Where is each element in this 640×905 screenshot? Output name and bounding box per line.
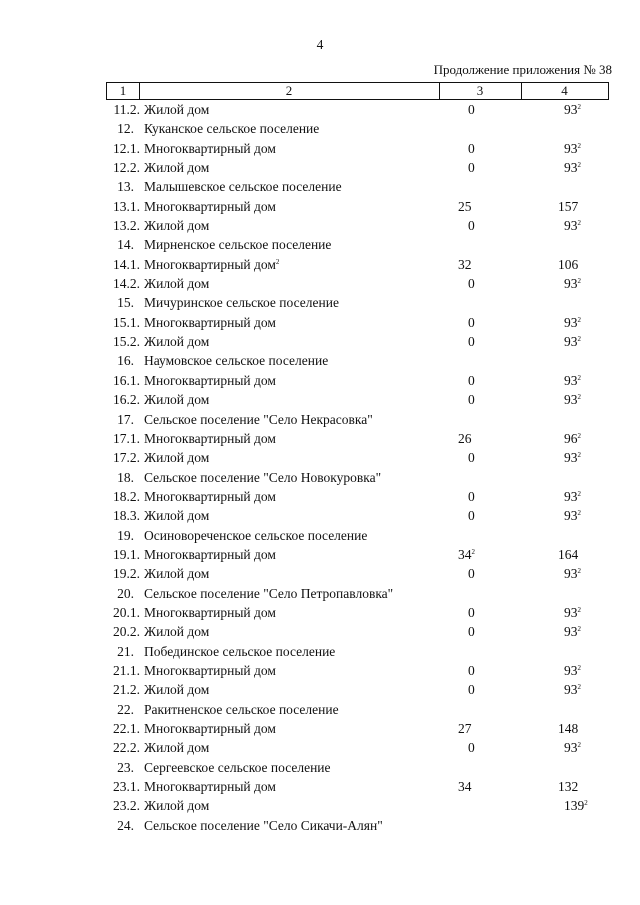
col-4-value	[564, 506, 624, 525]
col-3-text: 32	[458, 256, 472, 272]
row-name-text: Многоквартирный дом	[144, 546, 276, 562]
table-row	[106, 545, 609, 564]
row-number: 17.2.	[113, 450, 140, 466]
table-row	[106, 564, 609, 583]
col-4-text: 93	[564, 450, 578, 466]
col-4-text: 132	[558, 779, 579, 795]
row-name-text: Многоквартирный дом	[144, 721, 276, 736]
footnote-marker: 2	[577, 741, 581, 750]
col-4-text: 93	[564, 604, 578, 620]
footnote-marker: 2	[577, 509, 581, 518]
col-3-text: 34	[458, 779, 472, 795]
row-name	[144, 487, 276, 506]
col-4-text: 93	[564, 488, 578, 504]
row-name	[144, 564, 209, 583]
row-number: 23.2.	[113, 798, 140, 814]
header-col-3: 3	[439, 83, 522, 99]
row-name-text: Побединское сельское поселение	[144, 643, 336, 659]
row-name-text: Многоквартирный дом	[144, 140, 276, 156]
col-3-text: 0	[468, 508, 475, 524]
col-3-text: 0	[468, 624, 475, 640]
col-3-text: 26	[458, 430, 472, 446]
row-name-text: Осиновореченское сельское поселение	[144, 527, 368, 543]
row-name	[144, 603, 276, 622]
col-4-text: 157	[558, 198, 579, 214]
col-3-value	[468, 371, 528, 390]
col-3-value	[458, 545, 518, 564]
footnote-marker: 2	[577, 683, 581, 692]
footnote-marker: 2	[275, 257, 280, 266]
col-3-value	[468, 680, 528, 699]
col-4-text: 106	[558, 256, 579, 272]
footnote-marker: 2	[577, 161, 581, 170]
row-number: 16.2.	[113, 392, 140, 408]
row-name-text: Сергеевское сельское поселение	[144, 759, 331, 775]
row-name-text: Многоквартирный дом	[144, 198, 276, 214]
table-row	[106, 371, 609, 390]
col-3-text: 0	[468, 102, 475, 117]
col-3-value	[468, 216, 528, 235]
col-3-text: 0	[468, 314, 475, 330]
section-row	[106, 700, 609, 719]
row-name-text: Мирненское сельское поселение	[144, 237, 332, 253]
row-name	[144, 332, 209, 351]
table-body	[106, 100, 609, 835]
col-3-value	[458, 197, 518, 216]
row-name-text: Многоквартирный дом	[144, 662, 276, 678]
table-row	[106, 274, 609, 293]
col-4-value	[558, 719, 618, 738]
row-name-text: Многоквартирный дом	[144, 314, 276, 330]
row-name	[144, 351, 328, 370]
row-name	[144, 410, 373, 429]
appendix-continuation-note: Продолжение приложения № 38	[433, 62, 612, 77]
footnote-marker: 2	[577, 431, 581, 440]
col-3-text: 0	[468, 662, 475, 678]
footnote-marker: 2	[577, 663, 581, 672]
col-3-text: 0	[468, 566, 475, 582]
row-number: 21.1.	[113, 662, 140, 678]
footnote-marker: 2	[577, 451, 581, 460]
row-name-text: Жилой дом	[144, 334, 210, 350]
row-name	[144, 429, 276, 448]
row-name	[144, 719, 276, 738]
col-4-text: 93	[564, 372, 578, 388]
section-row	[106, 351, 609, 370]
row-name	[144, 816, 383, 835]
row-name	[144, 100, 209, 119]
col-4-text: 93	[564, 392, 578, 408]
col-3-value	[468, 738, 528, 757]
col-3-value	[458, 255, 518, 274]
table-header-row	[106, 82, 609, 100]
row-name-text: Сельское поселение "Село Некрасовка"	[144, 411, 373, 427]
row-name-text: Жилой дом	[144, 450, 210, 466]
col-3-text: 0	[468, 740, 475, 756]
row-name	[144, 255, 279, 274]
row-number: 23.	[117, 759, 134, 775]
row-number: 19.2.	[113, 566, 140, 582]
row-number: 12.2.	[113, 160, 140, 176]
section-row	[106, 293, 609, 312]
table-row	[106, 603, 609, 622]
col-4-text: 93	[564, 160, 578, 176]
col-4-value	[564, 738, 624, 757]
row-number: 18.3.	[113, 508, 140, 524]
col-4-value	[564, 796, 624, 815]
row-name-text: Ракитненское сельское поселение	[144, 701, 339, 717]
col-3-text: 0	[468, 392, 475, 408]
row-name-text: Жилой дом	[144, 740, 210, 756]
row-name-text: Сельское поселение "Село Петропавловка"	[144, 585, 394, 601]
section-row	[106, 235, 609, 254]
section-row	[106, 526, 609, 545]
row-name-text: Наумовское сельское поселение	[144, 353, 329, 369]
col-3-text: 34	[458, 546, 472, 562]
col-3-text: 0	[468, 140, 475, 156]
row-name	[144, 796, 209, 815]
col-4-text: 93	[564, 508, 578, 524]
col-3-value	[468, 100, 528, 119]
section-row	[106, 758, 609, 777]
row-name-text: Жилой дом	[144, 392, 210, 408]
table-row	[106, 448, 609, 467]
col-4-value	[564, 216, 624, 235]
col-4-text: 139	[564, 798, 585, 814]
col-4-text: 93	[564, 682, 578, 698]
row-name	[144, 545, 276, 564]
row-name	[144, 680, 209, 699]
row-number: 15.2.	[113, 334, 140, 350]
col-4-text: 93	[564, 218, 578, 234]
col-4-value	[564, 603, 624, 622]
col-4-value	[564, 158, 624, 177]
table-row	[106, 139, 609, 158]
col-3-text: 0	[468, 218, 475, 234]
row-number: 15.1.	[113, 314, 140, 330]
row-name-text: Многоквартирный дом	[144, 488, 276, 504]
col-4-text: 93	[564, 662, 578, 678]
col-3-text: 0	[468, 604, 475, 620]
col-3-value	[468, 158, 528, 177]
col-4-text: 148	[558, 721, 579, 736]
col-3-text: 0	[468, 372, 475, 388]
row-name	[144, 622, 209, 641]
col-4-value	[564, 100, 624, 119]
row-name	[144, 139, 276, 158]
col-4-text: 93	[564, 740, 578, 756]
row-name	[144, 390, 209, 409]
row-name-text: Жилой дом	[144, 508, 210, 524]
col-4-value	[564, 487, 624, 506]
row-number: 21.2.	[113, 682, 140, 698]
row-number: 18.2.	[113, 488, 140, 504]
header-col-1: 1	[107, 83, 140, 99]
footnote-marker: 2	[577, 605, 581, 614]
footnote-marker: 2	[584, 799, 588, 808]
row-name-text: Жилой дом	[144, 160, 210, 176]
row-name-text: Многоквартирный дом	[144, 430, 276, 446]
section-row	[106, 119, 609, 138]
row-name	[144, 777, 276, 796]
row-name-text: Жилой дом	[144, 102, 210, 117]
table-row	[106, 158, 609, 177]
section-row	[106, 177, 609, 196]
row-number: 14.	[117, 237, 134, 253]
table-row	[106, 332, 609, 351]
data-table	[106, 82, 609, 835]
row-name	[144, 642, 335, 661]
col-4-value	[558, 255, 618, 274]
row-name	[144, 235, 331, 254]
row-name-text: Сельское поселение "Село Сикачи-Алян"	[144, 817, 383, 833]
row-name-text: Многоквартирный дом	[144, 779, 276, 795]
footnote-marker: 2	[577, 489, 581, 498]
table-row	[106, 506, 609, 525]
col-4-value	[564, 448, 624, 467]
col-4-value	[564, 313, 624, 332]
col-4-text: 93	[564, 334, 578, 350]
row-number: 13.	[117, 179, 134, 195]
col-3-text: 0	[468, 160, 475, 176]
row-number: 16.1.	[113, 372, 140, 388]
col-4-text: 93	[564, 566, 578, 582]
col-4-value	[558, 197, 618, 216]
footnote-marker: 2	[577, 567, 581, 576]
row-name	[144, 274, 209, 293]
col-3-text: 25	[458, 198, 472, 214]
row-number: 13.1.	[113, 198, 140, 214]
table-row	[106, 216, 609, 235]
row-number: 20.2.	[113, 624, 140, 640]
header-col-4: 4	[561, 83, 568, 98]
row-name-text: Сельское поселение "Село Новокуровка"	[144, 469, 382, 485]
table-row	[106, 680, 609, 699]
section-row	[106, 468, 609, 487]
row-name	[144, 448, 209, 467]
row-name	[144, 758, 331, 777]
col-3-value	[468, 564, 528, 583]
col-3-text: 0	[468, 334, 475, 350]
row-name-text: Жилой дом	[144, 682, 210, 698]
header-col-2: 2	[139, 83, 440, 99]
row-number: 20.1.	[113, 604, 140, 620]
row-number: 12.1.	[113, 140, 140, 156]
col-4-value	[564, 661, 624, 680]
col-4-text: 93	[564, 102, 578, 117]
col-4-value	[564, 429, 624, 448]
col-3-value	[458, 777, 518, 796]
col-4-text: 164	[558, 546, 579, 562]
row-number: 22.2.	[113, 740, 140, 756]
row-name	[144, 177, 342, 196]
col-4-text: 93	[564, 624, 578, 640]
footnote-marker: 2	[577, 393, 581, 402]
row-name	[144, 293, 339, 312]
col-4-value	[564, 332, 624, 351]
col-4-value	[558, 545, 618, 564]
row-name	[144, 371, 276, 390]
table-row	[106, 487, 609, 506]
table-row	[106, 100, 609, 119]
footnote-marker: 2	[577, 219, 581, 228]
page-number: 4	[316, 37, 324, 52]
row-number: 16.	[117, 353, 134, 369]
row-name-text: Жилой дом	[144, 624, 210, 640]
row-name	[144, 468, 381, 487]
row-name	[144, 506, 209, 525]
col-4-text: 96	[564, 430, 578, 446]
footnote-marker: 2	[577, 335, 581, 344]
row-name	[144, 158, 209, 177]
col-4-value	[564, 371, 624, 390]
table-row	[106, 738, 609, 757]
row-name-text: Жилой дом	[144, 566, 210, 582]
row-name	[144, 661, 276, 680]
table-row	[106, 429, 609, 448]
col-3-value	[468, 603, 528, 622]
col-4-text: 93	[564, 314, 578, 330]
row-number: 21.	[117, 643, 134, 659]
col-3-value	[468, 139, 528, 158]
row-name-text: Многоквартирный дом	[144, 372, 276, 388]
footnote-marker: 2	[577, 103, 581, 111]
table-row	[106, 390, 609, 409]
table-row	[106, 313, 609, 332]
row-number: 17.1.	[113, 430, 140, 446]
col-3-text: 0	[468, 276, 475, 292]
col-3-value	[458, 429, 518, 448]
row-number: 14.1.	[113, 256, 140, 272]
col-3-value	[468, 274, 528, 293]
table-row	[106, 661, 609, 680]
footnote-marker: 2	[577, 315, 581, 324]
row-name-text: Многоквартирный дом	[144, 256, 276, 272]
row-number: 15.	[117, 295, 134, 311]
footnote-marker: 2	[577, 625, 581, 634]
row-name-text: Малышевское сельское поселение	[144, 179, 342, 195]
table-row	[106, 777, 609, 796]
col-3-value	[468, 313, 528, 332]
row-name	[144, 584, 393, 603]
row-name	[144, 526, 367, 545]
col-4-value	[564, 564, 624, 583]
row-number: 11.2.	[113, 102, 140, 117]
row-name	[144, 119, 319, 138]
col-3-text: 0	[468, 488, 475, 504]
section-row	[106, 642, 609, 661]
footnote-marker: 2	[577, 277, 581, 286]
col-3-text: 0	[468, 450, 475, 466]
col-3-text: 0	[468, 682, 475, 698]
row-number: 19.	[117, 527, 134, 543]
table-row	[106, 719, 609, 738]
row-name-text: Куканское сельское поселение	[144, 121, 320, 137]
col-3-value	[468, 661, 528, 680]
table-row	[106, 197, 609, 216]
col-3-value	[468, 506, 528, 525]
table-row	[106, 255, 609, 274]
row-number: 22.1.	[113, 721, 140, 736]
row-name	[144, 738, 209, 757]
col-4-text: 93	[564, 140, 578, 156]
row-name-text: Многоквартирный дом	[144, 604, 276, 620]
row-number: 20.	[117, 585, 134, 601]
col-3-value	[468, 622, 528, 641]
row-name	[144, 216, 209, 235]
row-name-text: Мичуринское сельское поселение	[144, 295, 339, 311]
row-number: 24.	[117, 817, 134, 833]
footnote-marker: 2	[471, 547, 475, 556]
footnote-marker: 2	[577, 373, 581, 382]
section-row	[106, 410, 609, 429]
row-number: 23.1.	[113, 779, 140, 795]
table-row	[106, 622, 609, 641]
footnote-marker: 2	[577, 141, 581, 150]
section-row	[106, 816, 609, 835]
row-number: 14.2.	[113, 276, 140, 292]
row-name	[144, 700, 339, 719]
row-number: 19.1.	[113, 546, 140, 562]
col-4-value	[564, 622, 624, 641]
row-name-text: Жилой дом	[144, 218, 210, 234]
col-4-text: 93	[564, 276, 578, 292]
col-3-value	[468, 332, 528, 351]
col-4-value	[564, 139, 624, 158]
col-4-value	[564, 390, 624, 409]
row-number: 22.	[117, 701, 134, 717]
col-3-value	[458, 719, 518, 738]
row-number: 18.	[117, 469, 134, 485]
section-row	[106, 584, 609, 603]
col-4-value	[564, 680, 624, 699]
col-4-value	[558, 777, 618, 796]
row-name-text: Жилой дом	[144, 276, 210, 292]
row-name-text: Жилой дом	[144, 798, 210, 814]
row-number: 13.2.	[113, 218, 140, 234]
col-3-value	[468, 448, 528, 467]
col-3-text: 27	[458, 721, 472, 736]
row-number: 17.	[117, 411, 134, 427]
col-4-value	[564, 274, 624, 293]
row-name	[144, 313, 276, 332]
col-3-value	[468, 487, 528, 506]
col-3-value	[468, 390, 528, 409]
row-number: 12.	[117, 121, 134, 137]
row-name	[144, 197, 276, 216]
table-row	[106, 796, 609, 815]
